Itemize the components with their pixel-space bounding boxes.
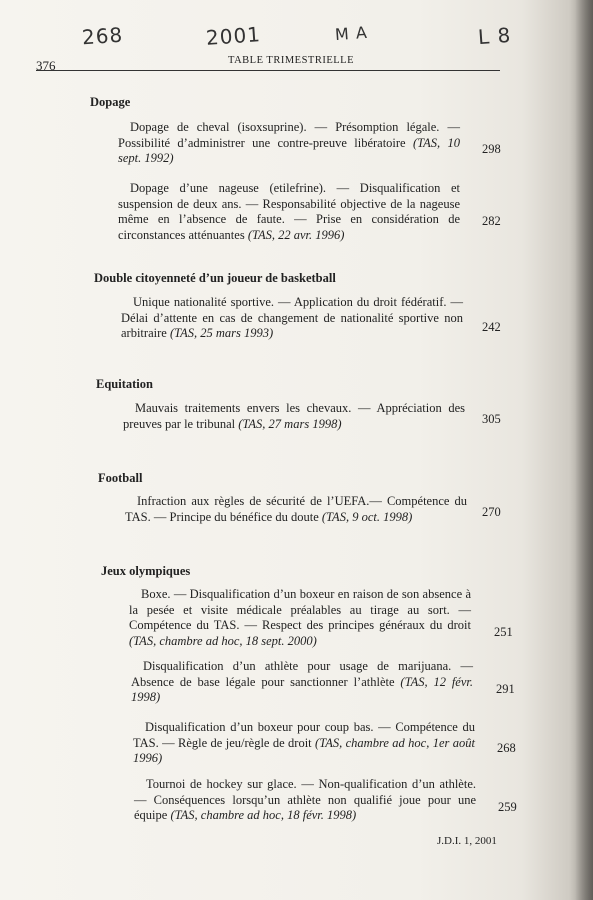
page-ref: 270 (482, 505, 501, 519)
section-title-double-citoyennete: Double citoyenneté d’un joueur de basketball (94, 271, 336, 285)
entry-football-1 (125, 494, 467, 525)
page-number: 376 (36, 58, 56, 73)
section-title-jeux-olympiques: Jeux olympiques (101, 564, 191, 578)
handwritten-note-right-b: L 8 (477, 22, 513, 50)
page-ref: 259 (498, 800, 517, 814)
page-ref: 242 (482, 320, 501, 334)
handwritten-note-right-a: M A (334, 22, 369, 45)
entry-dopage-2 (118, 181, 460, 243)
page-ref: 298 (482, 142, 501, 156)
entry-jo-4 (134, 777, 476, 824)
entry-text: Tournoi de hockey sur glace. — Non-qualification d’un athlète. — Conséquences lorsqu’un athlète non qualifié joue pour une équipe (TAS, chambre ad hoc, 18 févr. 1998) (134, 777, 476, 822)
section-title-football: Football (98, 471, 143, 485)
entry-text: Dopage de cheval (isoxsuprine). — Présomption légale. — Possibilité d’administrer une contre-preuve libératoire (TAS, 10 sept. 1992) (118, 120, 461, 165)
entry-text: Disqualification d’un athlète pour usage de marijuana. — Absence de base légale pour sanctionner l’athlète (TAS, 12 févr. 1998) (131, 659, 473, 704)
entry-text: Infraction aux règles de sécurité de l’UEFA.— Compétence du TAS. — Principe du bénéfice du doute (TAS, 9 oct. 1998) (125, 494, 467, 524)
book-gutter-shadow (575, 0, 593, 900)
page-ref: 251 (494, 625, 513, 639)
entry-text: Boxe. — Disqualification d’un boxeur en raison de son absence à la pesée et visite médicale préalables au tirage au sort. — Compétence du TAS. — Respect des principes généraux du droit (TAS, chambre ad hoc, 18 sept. 2000) (129, 587, 471, 648)
entry-equitation-1 (123, 401, 465, 432)
entry-jo-1 (129, 587, 471, 649)
entry-dopage-1 (118, 120, 460, 167)
entry-text: Unique nationalité sportive. — Application du droit fédératif. — Délai d’attente en cas de changement de nationalité sportive non arbitraire (TAS, 25 mars 1993) (121, 295, 463, 340)
section-title-equitation: Equitation (96, 377, 153, 391)
entry-text: Mauvais traitements envers les chevaux. — Appréciation des preuves par le tribunal (TAS, 27 mars 1998) (123, 401, 465, 431)
entry-jo-2 (131, 659, 473, 706)
page-ref: 291 (496, 682, 515, 696)
footer-journal-ref: J.D.I. 1, 2001 (437, 835, 497, 847)
handwritten-note-left: 268 (81, 22, 124, 50)
entry-text: Dopage d’une nageuse (etilefrine). — Disqualification et suspension de deux ans. — Responsabilité objective de la nageuse même en l’absence de faute. — Prise en considération de circonstances atténuantes (TAS, 22 avr. 1996) (118, 181, 460, 242)
header-rule (36, 70, 500, 71)
page-ref: 305 (482, 412, 501, 426)
running-head: TABLE TRIMESTRIELLE (228, 55, 354, 66)
handwritten-note-mid: 2001 (205, 22, 262, 50)
entry-jo-3 (133, 720, 475, 767)
page-ref: 268 (497, 741, 516, 755)
entry-text: Disqualification d’un boxeur pour coup bas. — Compétence du TAS. — Règle de jeu/règle de droit (TAS, chambre ad hoc, 1er août 1996) (133, 720, 476, 765)
entry-basketball-1 (121, 295, 463, 342)
page-ref: 282 (482, 214, 501, 228)
section-title-dopage: Dopage (90, 95, 131, 109)
